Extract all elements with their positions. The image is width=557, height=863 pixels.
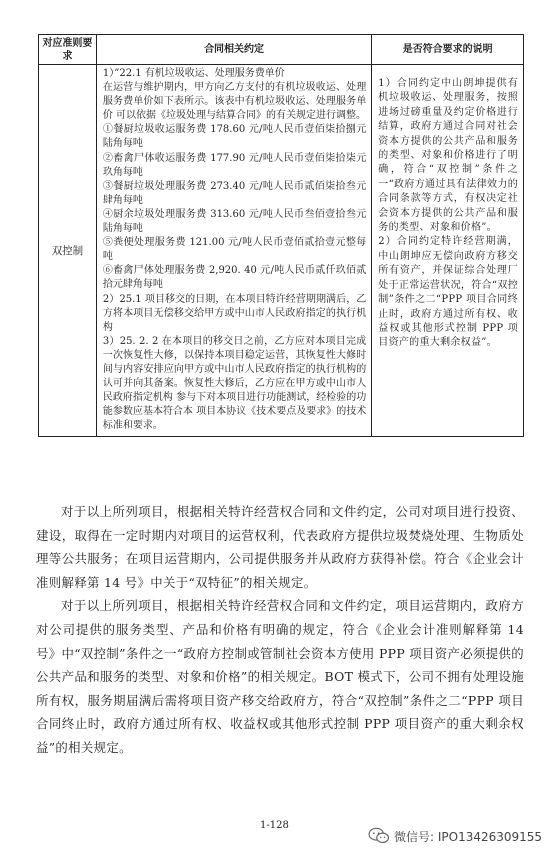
contract-line: ⑥畜禽尸体处理服务费 2,920. 40 元/吨人民币贰仟玖佰贰拾元肆角每吨 [102, 265, 367, 291]
contract-line: ③餐厨垃圾处理服务费 273.40 元/吨人民币贰佰柒拾叁元肆角每吨 [102, 180, 367, 206]
contract-line: ⑤粪便处理服务费 121.00 元/吨人民币壹佰贰拾壹元整每吨 [102, 237, 367, 263]
table-header-row [39, 35, 524, 65]
paragraph: 对于以上所列项目，根据相关特许经营权合同和文件约定，公司对项目进行投资、建设，取得在一定时期内对项目的运营权利，代表政府方提供垃圾焚烧处理、生物质处理等公共服务；在项目运营期内，公司提供服务并从政府方获得补偿。符合《企业会计准则解释第 14 号》中关于“双特征”的相关规定。 [36, 504, 524, 590]
contract-line: 3）25. 2. 2 在本项目的移交日之前，乙方应对本项目完成一次恢复性大修，以保持本项目稳定运营，其恢复性大修时间与内容安排应向甲方或中山市人民政府指定的执行机构的认可并向其备案。恢复性大修后，乙方应在甲方或中山市人民政府指定机构 参与下对本项目进行功能测试，经检验的功能参数应基本符合本 项目本协议《技术要点及要求》的技术标准和要求。 [102, 335, 367, 432]
header-contract: 合同相关约定 [96, 35, 371, 65]
explanation-line: 1）合同约定中山朗坤提供有机垃圾收运、处理服务，按照进场过磅重量及约定价格进行结算，政府方通过合同对社会资本方提供的公共产品和服务的类型、对象和价格进行了明确，符合“双控制”条件之一“政府方通过具有法律效力的合同条款等方式，有权决定社会资本方提供的公共产品和服务的类型、对象和价格”。 [378, 78, 518, 234]
contract-line: ②畜禽尸体收运服务费 177.90 元/吨人民币壹佰柒拾柒元玖角每吨 [102, 152, 367, 178]
explanation-line: 2）合同约定特许经营期满，中山朗坤应无偿向政府方移交所有资产，并保证综合处理厂处于正常运营状况，符合“双控制”条件之二“PPP 项目合同终止时，政府方通过所有权、收益权或其他形式控制 PPP 项目资产的重大剩余权益”。 [378, 236, 518, 349]
paragraph: 对于以上所列项目，根据相关特许经营权合同和文件约定，项目运营期内，政府方对公司提供的服务类型、产品和价格有明确的规定，符合《企业会计准则解释第 14 号》中“双控制”条件之一“政府方控制或管制社会资本方使用 PPP 项目资产必须提供的公共产品和服务的类型、对象和价格”的相关规定。BOT 模式下，公司不拥有处理设施所有权，服务期届满后需将项目资产移交给政府方，符合“双控制”条件之二“PPP 项目合同终止时，政府方通过所有权、收益权或其他形式控制 PPP 项目资产的重大剩余权益”的相关规定。 [36, 598, 524, 755]
contract-line: 在运营与维护期内，甲方向乙方支付的有机垃圾收运、处理 服务费单价如下表所示。该表中有机垃圾收运、处理服务单价 可以依据《垃圾处理与结算合同》的有关规定进行调整。 [102, 82, 367, 122]
explanation-cell [372, 65, 524, 437]
contract-cell [96, 65, 371, 437]
page-number: 1-128 [260, 820, 289, 831]
requirements-table [38, 34, 524, 437]
row-label: 双控制 [39, 65, 97, 437]
header-explanation: 是否符合要求的说明 [372, 35, 524, 65]
contract-line: ①餐厨垃圾收运服务费 178.60 元/吨人民币壹佰柒拾捌元陆角每吨 [102, 124, 367, 150]
table-row [39, 65, 524, 437]
contract-line: ④厨余垃圾处理服务费 313.60 元/吨人民币叁佰壹拾叁元陆角每吨 [102, 208, 367, 235]
body-text [36, 500, 524, 760]
contract-line: 2）25.1 项目移交的日期，在本项目特许经营期期满后，乙方将本项目无偿移交给甲方或中山市人民政府指定的执行机构 [102, 293, 367, 333]
contract-line: 1）”22.1 有机垃圾收运、处理服务费单价 [102, 68, 285, 79]
watermark [368, 827, 542, 845]
watermark-text: 微信号: IPO13426309155 [394, 829, 543, 844]
wechat-icon [368, 827, 390, 845]
header-requirement: 对应准则要求 [39, 35, 97, 65]
